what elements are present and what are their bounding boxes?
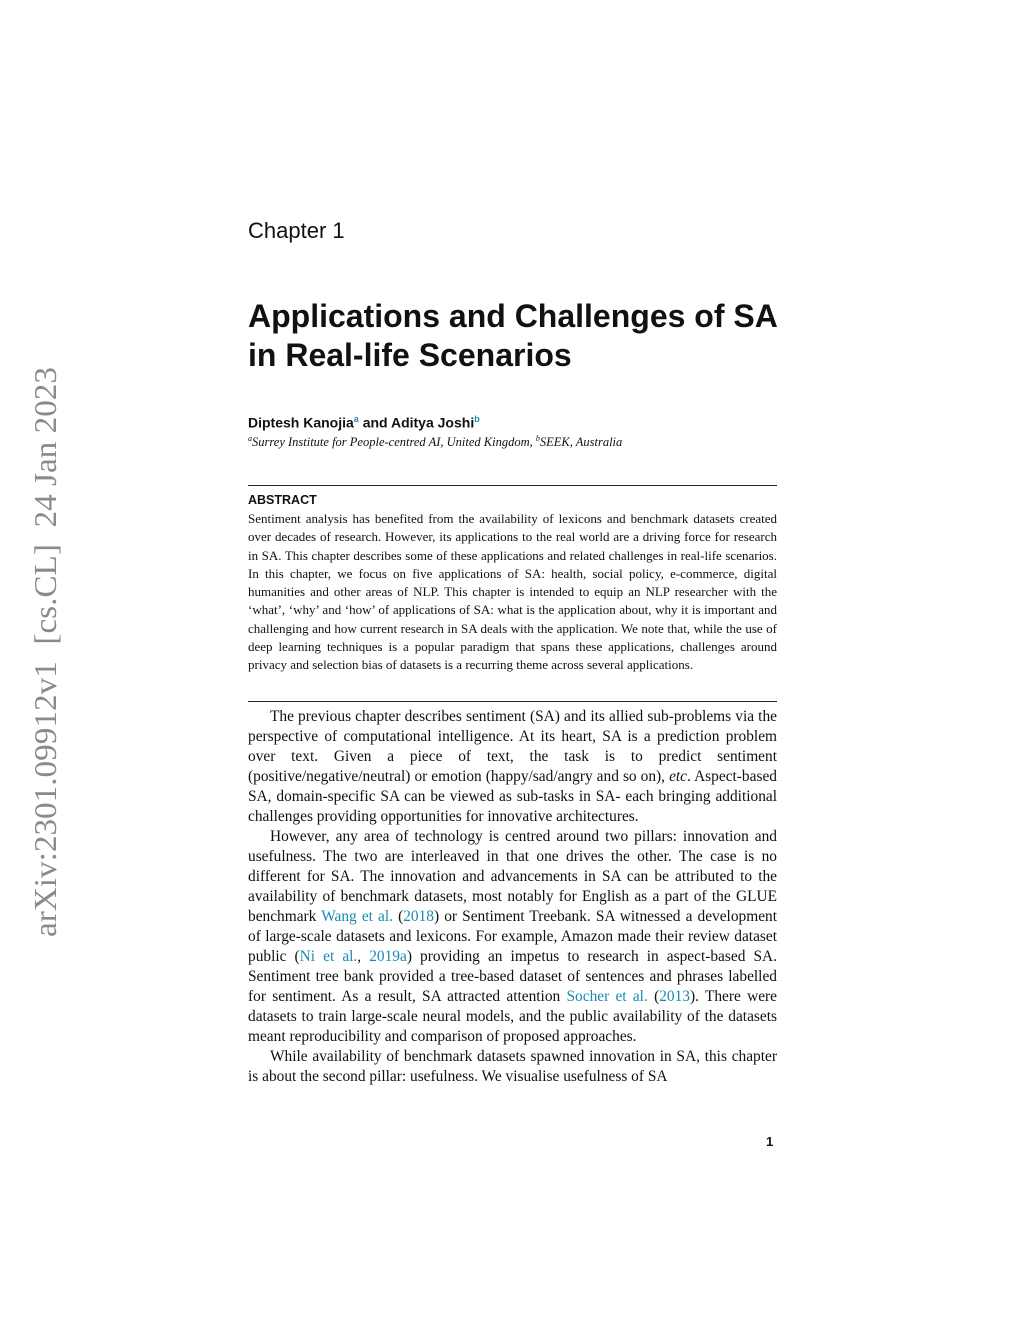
body-text-run: etc [669, 768, 688, 785]
author-connector: and [358, 414, 391, 431]
body-text-run: , [357, 948, 370, 965]
body-text-run: ( [392, 908, 404, 925]
abstract-bottom-rule [248, 701, 777, 702]
arxiv-identifier-stamp [16, 362, 72, 942]
author-name: Aditya Joshi [390, 414, 475, 431]
affiliation-marker: b [535, 434, 540, 443]
body-text-run: ) providing an impetus to research in aspect-based SA. Sentiment tree bank provided a tree-based dataset of sentences and phrases labelled for sentiment. As a result, SA attracted attention [248, 948, 777, 1005]
author-line [248, 414, 480, 431]
citation-year-link[interactable]: 2013 [659, 988, 690, 1005]
arxiv-stamp-text: arXiv:2301.09912v1 [cs.CL] 24 Jan 2023 [27, 387, 63, 937]
citation-link[interactable]: Socher et al. [566, 988, 648, 1005]
citation-year-link[interactable]: 2019a [369, 948, 407, 965]
body-text-run: . Aspect-based SA, domain-specific SA can be viewed as sub-tasks in SA- each bringing additional challenges providing opportunities for innovative architectures. [248, 768, 777, 825]
chapter-label: Chapter 1 [248, 218, 345, 243]
affiliation-text: Surrey Institute for People-centred AI, United Kingdom, [252, 435, 536, 450]
body-text-run: However, any area of technology is centred around two pillars: innovation and usefulness. The two are interleaved in that one drives the other. The case is no different for SA. The innovation and advancements in SA can be attributed to the availability of benchmark datasets, most notably for English as a part of the GLUE benchmark [248, 828, 777, 925]
body-paragraph [248, 707, 777, 827]
affiliation-text: SEEK, Australia [539, 435, 623, 450]
affiliation-marker: a [248, 434, 252, 443]
abstract-heading: ABSTRACT [248, 493, 317, 507]
body-text-run: ( [647, 988, 660, 1005]
citation-link[interactable]: Ni et al. [299, 948, 358, 965]
affiliation-marker[interactable]: b [474, 414, 480, 424]
body-text-run: ) or Sentiment Treebank. SA witnessed a development of large-scale datasets and lexicons. For example, Amazon made their review dataset public ( [248, 908, 778, 965]
abstract-top-rule [248, 485, 777, 486]
body-text-run: The previous chapter describes sentiment (SA) and its allied sub-problems via the perspective of computational intelligence. At its heart, SA is a prediction problem over text. Given a piece of text, the task is to predict sentiment (positive/negative/neutral) or emotion (happy/sad/angry and so on), [248, 708, 777, 785]
body-text [248, 707, 777, 1087]
abstract-text: Sentiment analysis has benefited from the availability of lexicons and benchmark datasets created over decades of research. However, its applications to the real world are a driving force for research in SA. This chapter describes some of these applications and related challenges in real-life scenarios. In this chapter, we focus on five applications of SA: health, social policy, e-commerce, digital humanities and other areas of NLP. This chapter is intended to equip an NLP researcher with the ‘what’, ‘why’ and ‘how’ of applications of SA: what is the application about, why it is important and challenging and how current research in SA deals with the application. We note that, while the use of deep learning techniques is a popular paradigm that spans these applications, challenges around privacy and selection bias of datasets is a recurring theme across several applications. [248, 511, 777, 673]
body-text-run: ). There were datasets to train large-scale neural models, and the public availability of the datasets meant reproducibility and comparison of proposed approaches. [248, 988, 777, 1045]
body-paragraph [248, 827, 777, 1047]
affiliation-line [248, 434, 622, 450]
affiliation-marker[interactable]: a [353, 414, 359, 424]
citation-year-link[interactable]: 2018 [403, 908, 434, 925]
page-number: 1 [766, 1134, 774, 1149]
body-paragraph: While availability of benchmark datasets spawned innovation in SA, this chapter is about the second pillar: usefulness. We visualise usefulness of SA [248, 1048, 777, 1085]
author-name: Diptesh Kanojia [248, 414, 354, 431]
citation-link[interactable]: Wang et al. [321, 908, 393, 925]
chapter-title: Applications and Challenges of SA in Real-life Scenarios [248, 298, 777, 373]
